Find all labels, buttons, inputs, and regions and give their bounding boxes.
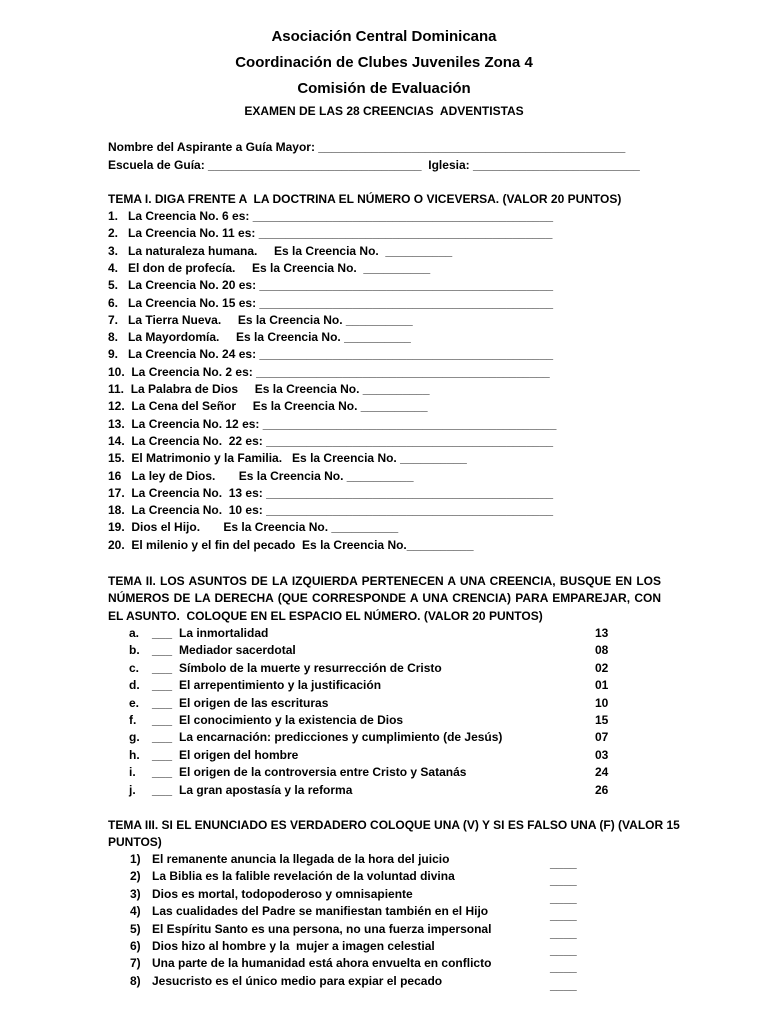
tema3-item-number: 3): [130, 886, 141, 901]
tema2-item-number: 13: [595, 626, 609, 640]
exam-title: EXAMEN DE LAS 28 CREENCIAS ADVENTISTAS: [244, 104, 524, 118]
tema1-item[interactable]: 9. La Creencia No. 24 es: ____________________________________________: [108, 347, 554, 362]
tema2-item-letter: d.: [129, 678, 140, 693]
nombre-field[interactable]: Nombre del Aspirante a Guía Mayor: ______________________________________________: [108, 140, 626, 154]
tema2-item-blank[interactable]: ___: [152, 747, 173, 762]
tema3-item-number: 8): [130, 973, 141, 988]
tema2-item-letter: f.: [129, 713, 137, 727]
tema2-item-number: 26: [595, 782, 609, 797]
tema1-item[interactable]: 17. La Creencia No. 13 es: ___________________________________________: [108, 485, 554, 500]
tema3-item-blank[interactable]: ____: [550, 856, 577, 870]
tema3-title-line: TEMA III. SI EL ENUNCIADO ES VERDADERO COLOQUE UNA (V) Y SI ES FALSO UNA (F) (VALOR 15: [108, 818, 680, 832]
tema2-item-blank[interactable]: ___: [152, 765, 173, 780]
tema2-item-number: 07: [595, 730, 609, 745]
tema2-item-text: El conocimiento y la existencia de Dios: [179, 713, 404, 727]
tema2-item-text: La gran apostasía y la reforma: [179, 782, 353, 797]
tema3-item-blank[interactable]: ____: [550, 873, 577, 888]
tema2-item-number: 02: [595, 660, 609, 675]
org-title: Asociación Central Dominicana: [271, 28, 497, 45]
tema1-item[interactable]: 11. La Palabra de Dios Es la Creencia No. __________: [108, 382, 430, 396]
tema1-item[interactable]: 10. La Creencia No. 2 es: ____________________________________________: [108, 364, 550, 379]
tema3-item-blank[interactable]: ____: [550, 977, 577, 992]
tema3-item-text: Una parte de la humanidad está ahora envuelta en conflicto: [152, 956, 492, 971]
tema3-item-number: 7): [130, 956, 141, 971]
tema2-item-letter: c.: [129, 660, 140, 675]
tema3-item-number: 2): [130, 869, 141, 884]
tema3-item-blank[interactable]: ____: [550, 890, 577, 905]
tema3-item-blank[interactable]: ____: [550, 943, 577, 957]
tema1-item[interactable]: 13. La Creencia No. 12 es: ____________________________________________: [108, 416, 557, 431]
tema1-item[interactable]: 1. La Creencia No. 6 es: _____________________________________________: [108, 209, 554, 223]
tema3-item-number: 1): [130, 852, 141, 866]
commission-title: Comisión de Evaluación: [297, 80, 471, 97]
tema2-item-letter: a.: [129, 626, 140, 640]
tema1-item[interactable]: 2. La Creencia No. 11 es: ____________________________________________: [108, 226, 553, 241]
tema1-item[interactable]: 15. El Matrimonio y la Familia. Es la Creencia No. __________: [108, 451, 467, 466]
tema3-item-blank[interactable]: ____: [550, 925, 577, 940]
tema2-item-letter: g.: [129, 730, 140, 745]
tema1-title: TEMA I. DIGA FRENTE A LA DOCTRINA EL NÚMERO O VICEVERSA. (VALOR 20 PUNTOS): [108, 192, 622, 206]
tema2-item-blank[interactable]: ___: [152, 695, 173, 710]
tema3-title-line: PUNTOS): [108, 835, 162, 849]
tema1-item[interactable]: 19. Dios el Hijo. Es la Creencia No. __________: [108, 520, 399, 535]
tema2-item-blank[interactable]: ___: [152, 713, 173, 727]
tema2-item-text: El arrepentimiento y la justificación: [179, 678, 382, 693]
tema3-item-text: Dios es mortal, todopoderoso y omnisapiente: [152, 886, 413, 901]
tema3-item-number: 4): [130, 904, 141, 919]
tema2-item-number: 08: [595, 643, 609, 658]
tema2-item-blank[interactable]: ___: [152, 730, 173, 745]
tema2-item-letter: i.: [129, 765, 136, 780]
tema2-item-text: El origen del hombre: [179, 747, 299, 762]
tema3-item-text: Dios hizo al hombre y la mujer a imagen celestial: [152, 939, 435, 953]
tema2-item-number: 10: [595, 695, 609, 710]
tema2-item-number: 15: [595, 713, 609, 727]
tema2-item-text: El origen de la controversia entre Cristo y Satanás: [179, 765, 467, 780]
tema1-item[interactable]: 12. La Cena del Señor Es la Creencia No. __________: [108, 399, 428, 414]
tema1-item[interactable]: 7. La Tierra Nueva. Es la Creencia No. __________: [108, 312, 413, 327]
tema3-item-text: La Biblia es la falible revelación de la voluntad divina: [152, 869, 455, 884]
tema2-title-line: TEMA II. LOS ASUNTOS DE LA IZQUIERDA PERTENECEN A UNA CREENCIA, BUSQUE EN LOS: [108, 574, 661, 588]
tema1-item[interactable]: 16 La ley de Dios. Es la Creencia No. __________: [108, 468, 414, 483]
tema1-item[interactable]: 14. La Creencia No. 22 es: ___________________________________________: [108, 433, 554, 448]
coordination-title: Coordinación de Clubes Juveniles Zona 4: [235, 54, 533, 71]
tema2-item-text: Símbolo de la muerte y resurrección de Cristo: [179, 660, 442, 675]
tema3-item-number: 5): [130, 921, 141, 936]
tema2-item-text: El origen de las escrituras: [179, 695, 329, 710]
tema1-item[interactable]: 4. El don de profecía. Es la Creencia No. __________: [108, 260, 431, 275]
tema1-item[interactable]: 3. La naturaleza humana. Es la Creencia No. __________: [108, 243, 453, 258]
tema1-item[interactable]: 6. La Creencia No. 15 es: ____________________________________________: [108, 295, 554, 310]
tema3-item-text: El remanente anuncia la llegada de la hora del juicio: [152, 852, 450, 866]
tema2-title-line: NÚMEROS DE LA DERECHA (QUE CORRESPONDE A UNA CRENCIA) PARA EMPAREJAR, CON: [108, 591, 661, 605]
tema1-item[interactable]: 5. La Creencia No. 20 es: ____________________________________________: [108, 278, 554, 293]
tema2-title-line: EL ASUNTO. COLOQUE EN EL ESPACIO EL NÚMERO. (VALOR 20 PUNTOS): [108, 609, 543, 623]
tema2-item-letter: j.: [129, 782, 136, 797]
tema3-item-blank[interactable]: ____: [550, 960, 577, 975]
tema2-item-letter: b.: [129, 643, 140, 658]
tema1-item[interactable]: 20. El milenio y el fin del pecado Es la Creencia No.__________: [108, 537, 474, 552]
tema2-item-blank[interactable]: ___: [152, 660, 173, 675]
tema2-item-letter: h.: [129, 747, 140, 762]
tema3-item-text: Jesucristo es el único medio para expiar el pecado: [152, 973, 443, 988]
tema2-item-blank[interactable]: ___: [152, 643, 173, 658]
tema3-item-number: 6): [130, 939, 141, 953]
tema3-item-text: Las cualidades del Padre se manifiestan también en el Hijo: [152, 904, 489, 919]
tema2-item-number: 01: [595, 678, 609, 693]
tema1-item[interactable]: 8. La Mayordomía. Es la Creencia No. __________: [108, 330, 411, 345]
tema1-item[interactable]: 18. La Creencia No. 10 es: ___________________________________________: [108, 503, 554, 518]
tema2-item-text: La inmortalidad: [179, 626, 269, 640]
escuela-iglesia-field[interactable]: Escuela de Guía: ________________________________ Iglesia: _________________________: [108, 158, 640, 172]
tema2-item-letter: e.: [129, 695, 140, 710]
tema3-item-blank[interactable]: ____: [550, 908, 577, 923]
tema2-item-blank[interactable]: ___: [152, 782, 173, 797]
tema3-item-text: El Espíritu Santo es una persona, no una fuerza impersonal: [152, 921, 492, 936]
tema2-item-text: La encarnación: predicciones y cumplimiento (de Jesús): [179, 730, 503, 745]
tema2-item-number: 03: [595, 747, 609, 762]
tema2-item-blank[interactable]: ___: [152, 678, 173, 693]
tema2-item-number: 24: [595, 765, 609, 780]
tema2-item-blank[interactable]: ___: [152, 626, 173, 640]
tema2-item-text: Mediador sacerdotal: [179, 643, 296, 658]
